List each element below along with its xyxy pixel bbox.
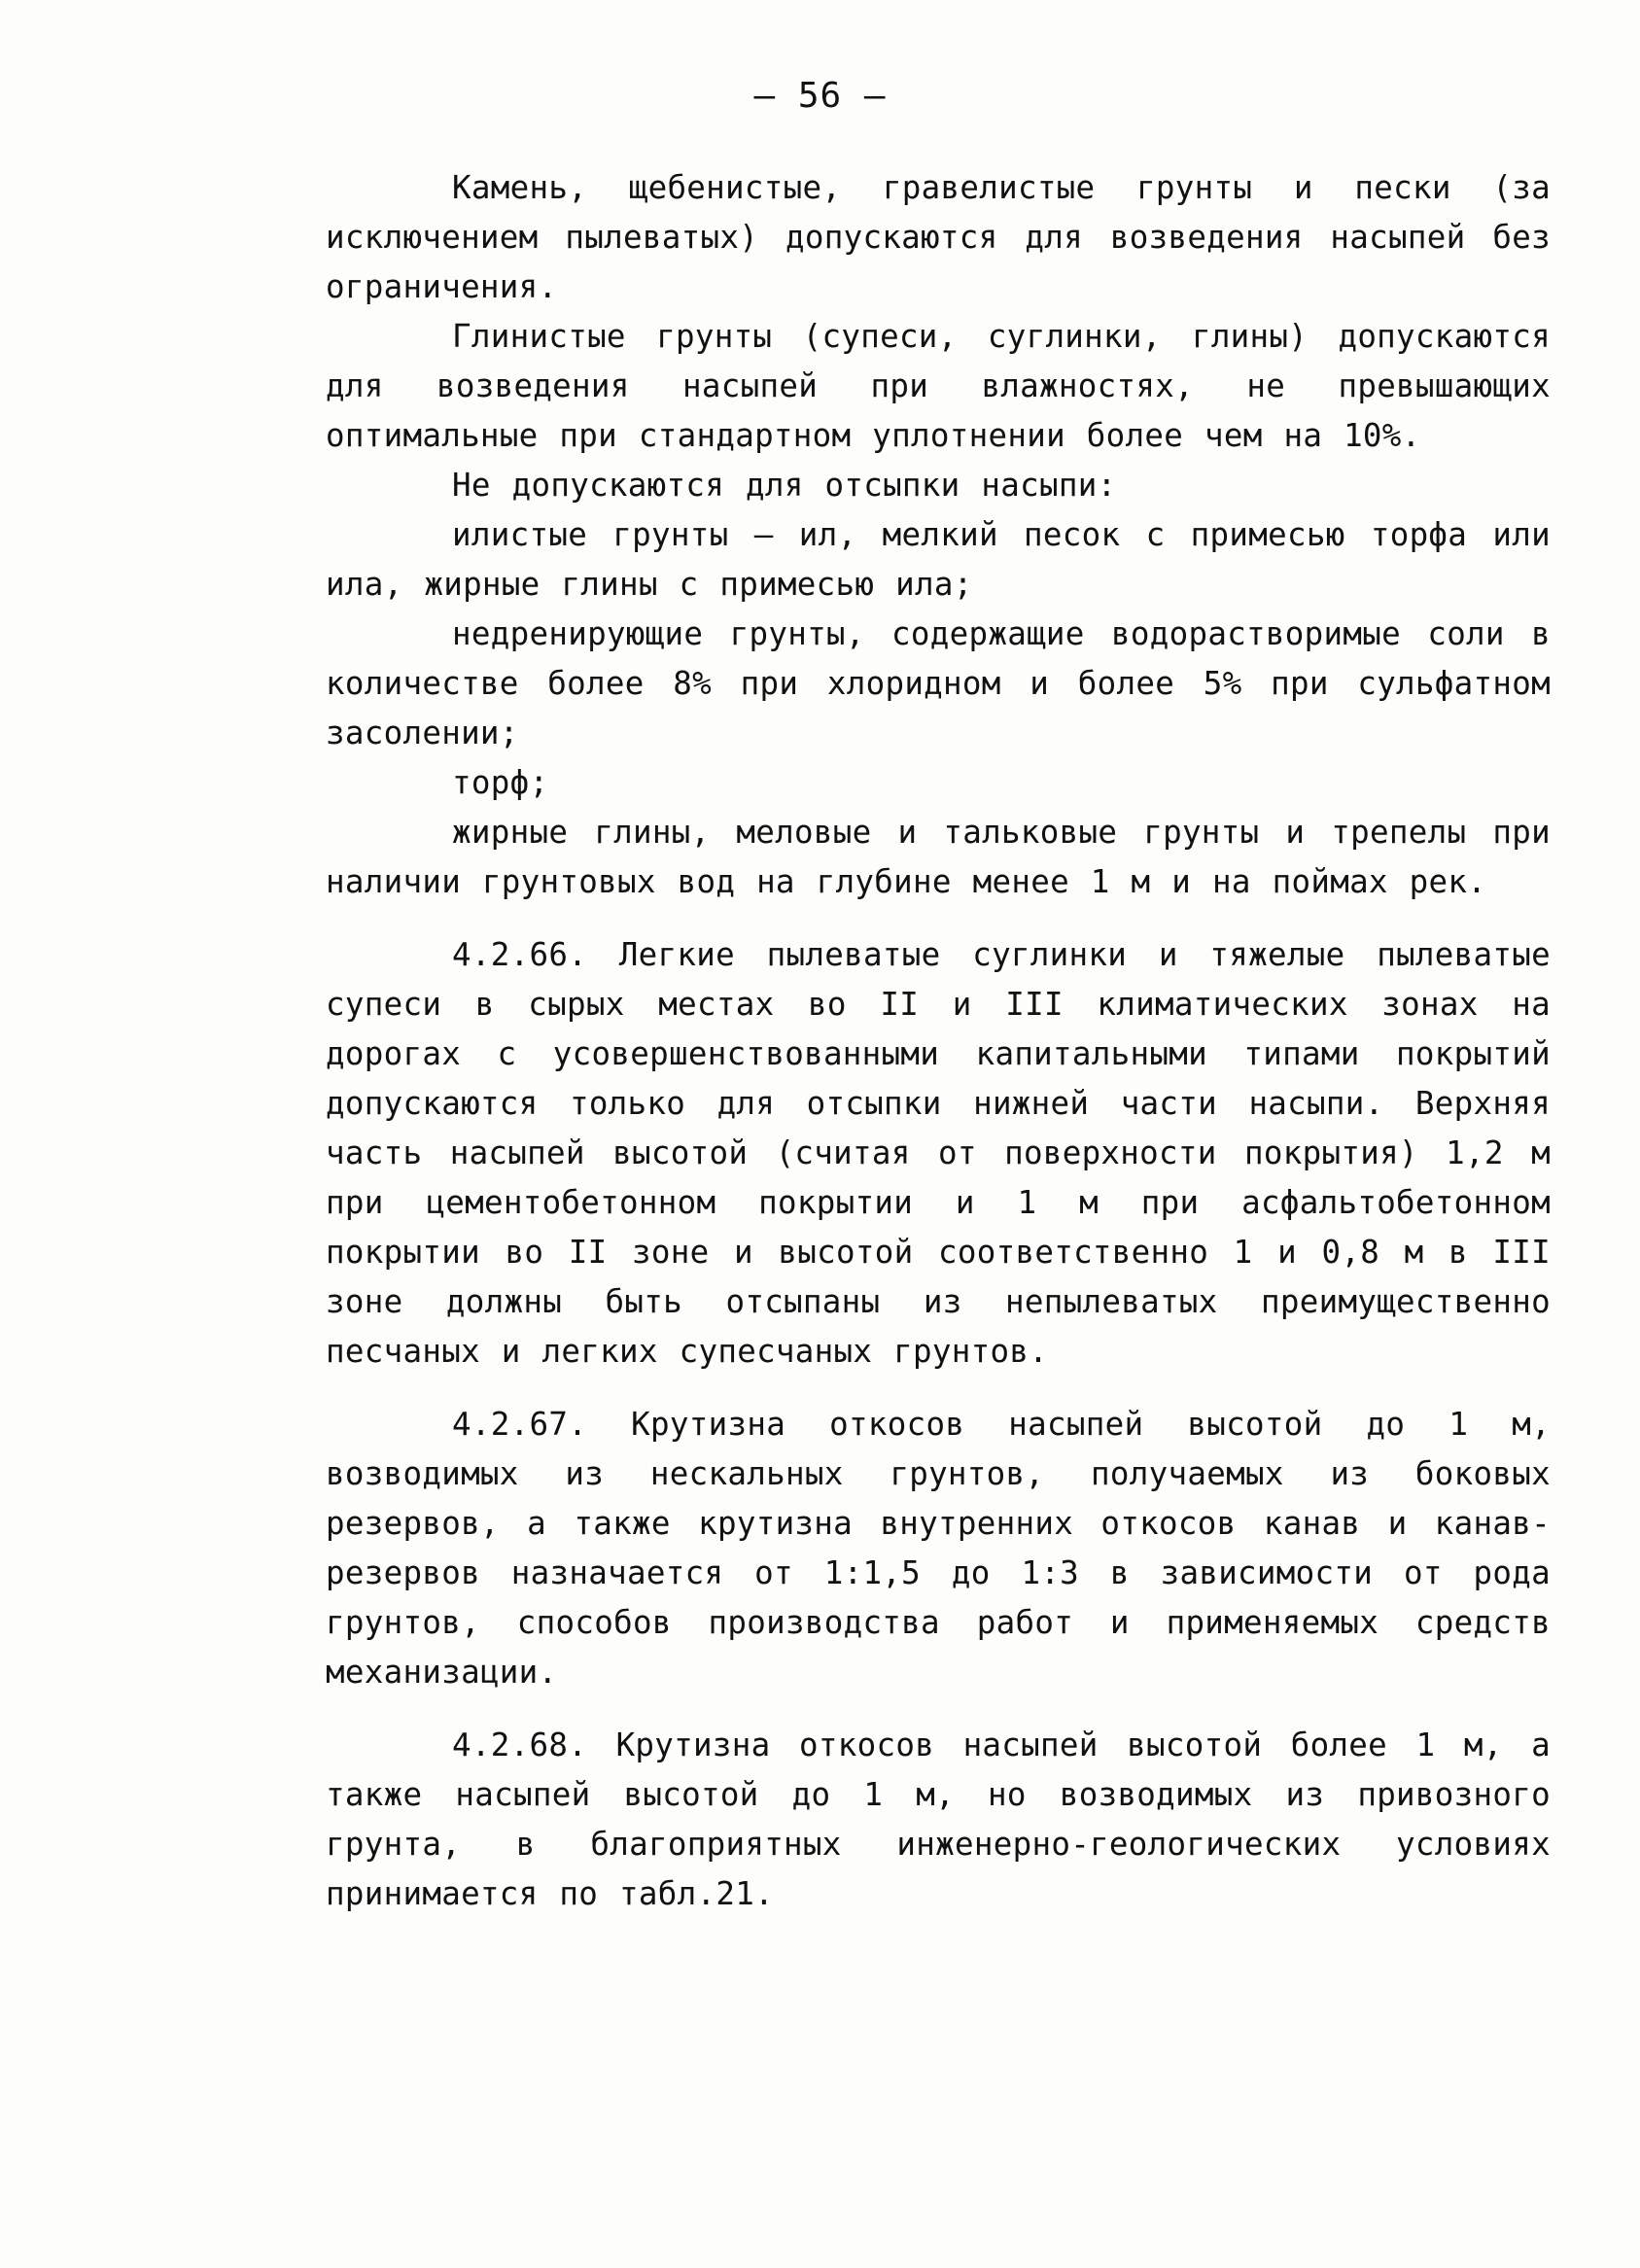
section-gap	[326, 1377, 1551, 1400]
paragraph-non-draining-soils: недренирующие грунты, содержащие водорастворимые соли в количестве более 8% при хлоридном и более 5% при сульфатном засолении;	[326, 615, 1551, 751]
page-number: — 56 —	[753, 76, 887, 116]
paragraph-fat-clays: жирные глины, меловые и тальковые грунты и трепелы при наличии грунтовых вод на глубине менее 1 м и на поймах рек.	[326, 814, 1551, 900]
section-4-2-68: 4.2.68. Крутизна откосов насыпей высотой более 1 м, а также насыпей высотой до 1 м, но возводимых из привозного грунта, в благоприятных инженерно-геологических условиях принимается по табл.21.	[326, 1727, 1551, 1912]
section-4-2-66: 4.2.66. Легкие пылеватые суглинки и тяжелые пылеватые супеси в сырых местах во II и III климатических зонах на дорогах с усовершенствованными капитальными типами покрытий допускаются только для отсыпки нижней части насыпи. Верхняя часть насыпей высотой (считая от поверхности покрытия) 1,2 м при цементобетонном покрытии и 1 м при асфальтобетонном покрытии во II зоне и высотой соответственно 1 и 0,8 м в III зоне должны быть отсыпаны из непылеватых преимущественно песчаных и легких супесчаных грунтов.	[326, 936, 1551, 1370]
section-gap	[326, 907, 1551, 930]
body-text	[326, 163, 1551, 1919]
paragraph-peat: торф;	[452, 764, 549, 801]
section-gap	[326, 1697, 1551, 1721]
paragraph-not-allowed-heading: Не допускаются для отсыпки насыпи:	[452, 467, 1117, 504]
paragraph-silty-soils: илистые грунты – ил, мелкий песок с примесью торфа или ила, жирные глины с примесью ила;	[326, 516, 1551, 603]
paragraph-materials-allowed: Камень, щебенистые, гравелистые грунты и пески (за исключением пылеватых) допускаются для возведения насыпей без ограничения.	[326, 169, 1551, 305]
paragraph-clay-soils: Глинистые грунты (супеси, суглинки, глины) допускаются для возведения насыпей при влажностях, не превышающих оптимальные при стандартном уплотнении более чем на 10%.	[326, 318, 1551, 454]
section-4-2-67: 4.2.67. Крутизна откосов насыпей высотой до 1 м, возводимых из нескальных грунтов, получаемых из боковых резервов, а также крутизна внутренних откосов канав и канав-резервов назначается от 1:1,5 до 1:3 в зависимости от рода грунтов, способов производства работ и применяемых средств механизации.	[326, 1406, 1551, 1691]
